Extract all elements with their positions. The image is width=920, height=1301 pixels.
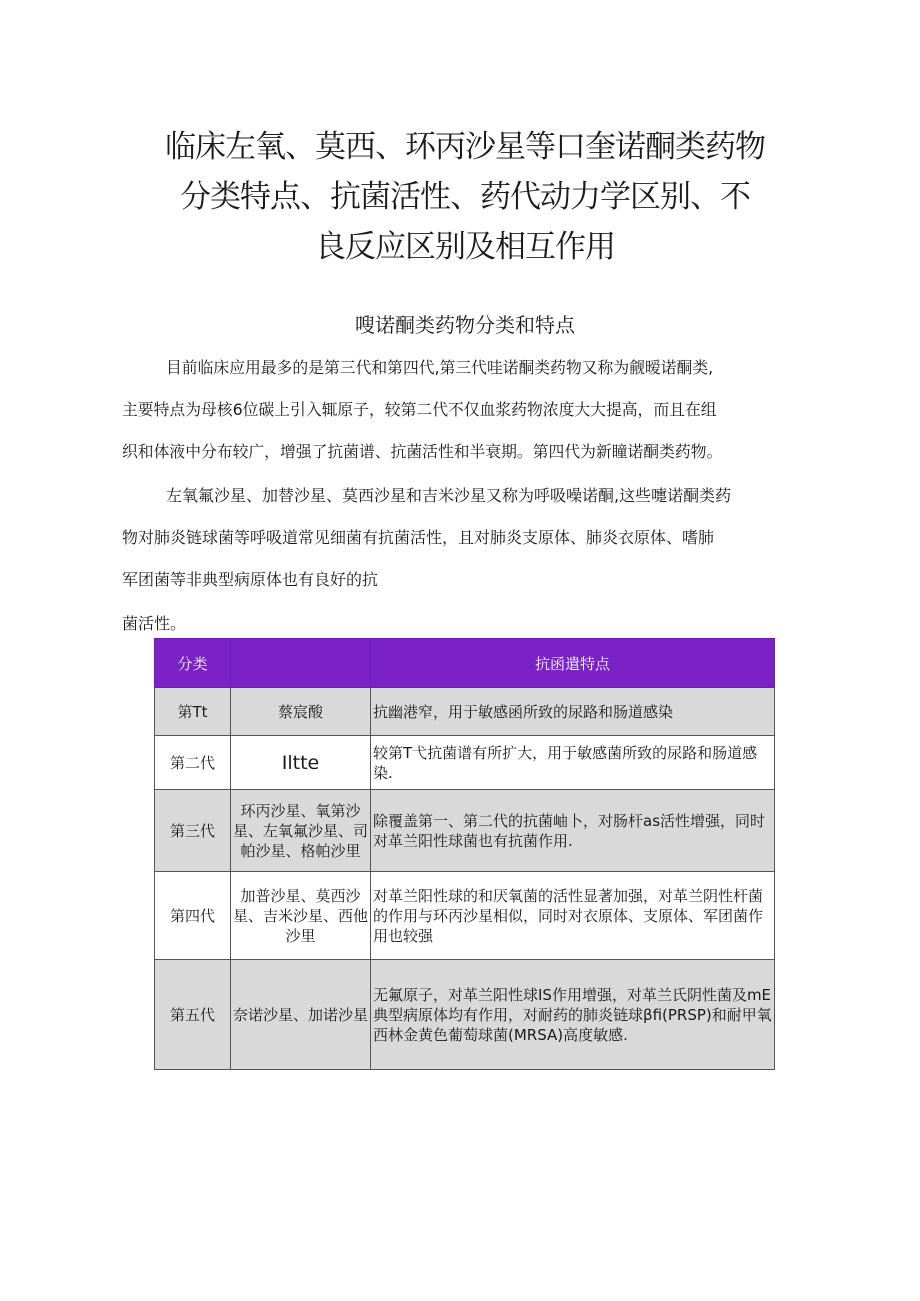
document-title xyxy=(100,122,830,272)
title-line-3: 良反应区别及相互作用 xyxy=(315,229,615,265)
generation-cell: 第四代 xyxy=(155,872,231,960)
features-cell: 较第T弋抗菌谱有所扩大，用于敏感菌所致的尿路和肠道感染. xyxy=(371,736,775,790)
title-line-1: 临床左氧、莫西、环丙沙星等口奎诺酮类药物 xyxy=(165,129,765,165)
table-row xyxy=(155,960,775,1070)
paragraph-2-line-2: 物对肺炎链球菌等呼吸道常见细菌有抗菌活性，且对肺炎支原体、肺炎衣原体、嗜肺 xyxy=(122,528,715,547)
table-header-row xyxy=(155,639,775,688)
table-row xyxy=(155,736,775,790)
generation-cell: 第三代 xyxy=(155,790,231,872)
paragraph-1-line-3: 织和体液中分布较广，增强了抗菌谱、抗菌活性和半衰期。第四代为新瞳诺酮类药物。 xyxy=(122,442,723,461)
header-drugs xyxy=(231,639,371,688)
drugs-cell: 加普沙星、莫西沙星、吉米沙星、西他沙里 xyxy=(231,872,371,960)
paragraph-1-line-1: 目前临床应用最多的是第三代和第四代,第三代哇诺酮类药物又称为觎暧诺酮类, xyxy=(166,358,714,377)
paragraph-2-line-1: 左氧氟沙星、加替沙星、莫西沙星和吉米沙星又称为呼吸噪诺酮,这些嚏诺酮类药 xyxy=(166,486,732,505)
features-cell: 抗幽港窄，用于敏感函所致的尿路和肠道感染 xyxy=(371,688,775,736)
paragraph-2-line-3: 军团菌等非典型病原体也有良好的抗 xyxy=(122,570,379,589)
drugs-cell: 奈诺沙星、加诺沙星 xyxy=(231,960,371,1070)
header-features: 抗函遣特点 xyxy=(371,639,775,688)
paragraph-1-line-2: 主要特点为母核6位碳上引入辄原子，较第二代不仅血浆药物浓度大大提高，而且在组 xyxy=(122,400,717,419)
drugs-cell: 环丙沙星、氧第沙星、左氧氟沙星、司帕沙星、格帕沙里 xyxy=(231,790,371,872)
table-row xyxy=(155,790,775,872)
drugs-cell: 蔡宸酸 xyxy=(231,688,371,736)
paragraph-3: 菌活性。 xyxy=(122,614,187,633)
features-cell: 对革兰阳性球的和厌氧菌的活性显著加强，对革兰阴性杆菌的作用与环丙沙星相似，同时对衣原体、支原体、军团菌作用也较强 xyxy=(371,872,775,960)
features-cell: 除覆盖第一、第二代的抗菌岫卜，对肠杆as活性增强，同时对革兰阳性球菌也有抗菌作用. xyxy=(371,790,775,872)
generation-cell: 第Tt xyxy=(155,688,231,736)
drugs-cell: Iltte xyxy=(231,736,371,790)
title-line-2: 分类特点、抗菌活性、药代动力学区别、不 xyxy=(180,179,750,215)
generation-cell: 第五代 xyxy=(155,960,231,1070)
classification-table xyxy=(154,638,774,1070)
table-row xyxy=(155,688,775,736)
table-row xyxy=(155,872,775,960)
header-generation: 分类 xyxy=(155,639,231,688)
features-cell: 无氟原子，对革兰阳性球IS作用增强，对革兰氏阴性菌及mE典型病原体均有作用，对耐药的肺炎链球βfi(PRSP)和耐甲氧西林金黄色葡萄球菌(MRSA)高度敏感. xyxy=(371,960,775,1070)
generation-cell: 第二代 xyxy=(155,736,231,790)
section-heading: 嗖诺酮类药物分类和特点 xyxy=(355,313,575,337)
